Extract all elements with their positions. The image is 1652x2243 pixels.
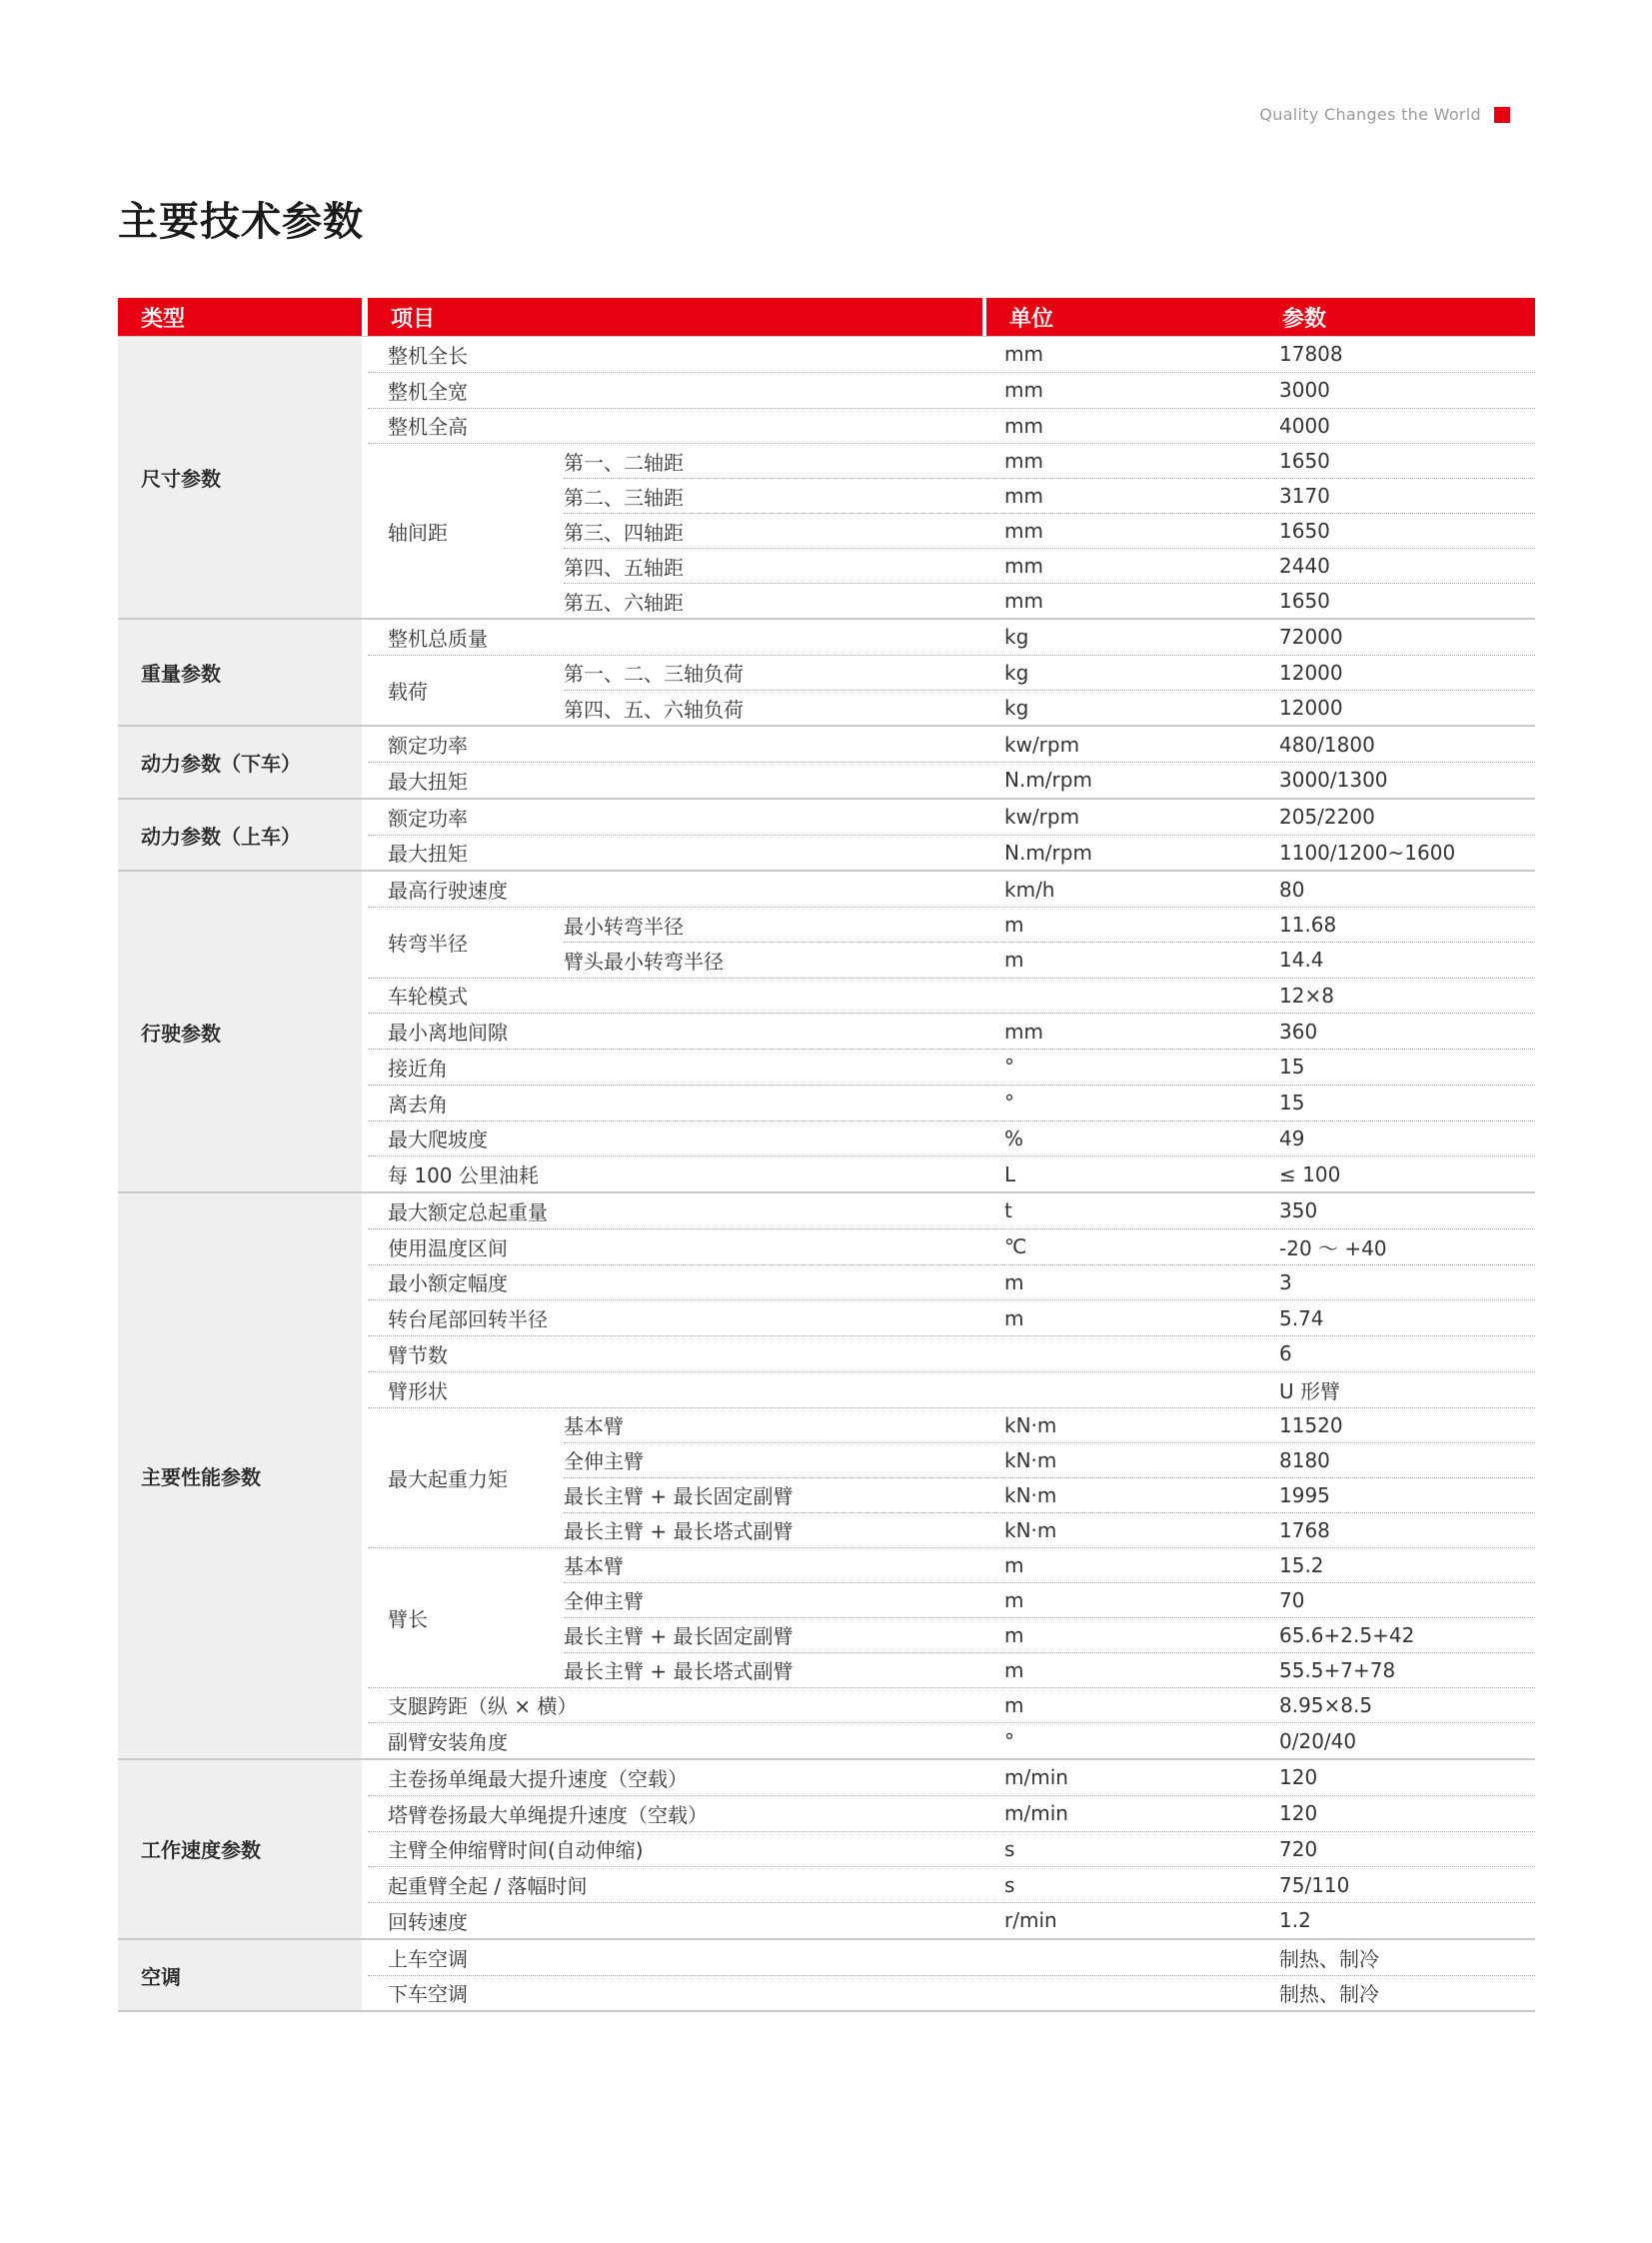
table-row bbox=[368, 835, 1535, 871]
sub-item-cell: 第四、五轴距 bbox=[564, 555, 684, 580]
item-cell: 臂节数 bbox=[388, 1342, 448, 1367]
category-group bbox=[118, 872, 1535, 1193]
value-cell: 15 bbox=[1279, 1091, 1305, 1116]
table-row bbox=[368, 1013, 1535, 1049]
item-cell: 下车空调 bbox=[388, 1982, 468, 2007]
sub-row bbox=[564, 690, 1535, 725]
value-cell: 1650 bbox=[1279, 519, 1330, 544]
value-cell: 17808 bbox=[1279, 342, 1343, 367]
unit-cell: mm bbox=[1004, 484, 1043, 509]
value-cell: 0/20/40 bbox=[1279, 1728, 1357, 1753]
table-row bbox=[368, 1866, 1535, 1902]
sub-row bbox=[564, 444, 1535, 478]
item-cell: 起重臂全起 / 落幅时间 bbox=[388, 1874, 588, 1899]
item-cell: 最高行驶速度 bbox=[388, 879, 508, 904]
value-cell: 120 bbox=[1279, 1801, 1318, 1826]
item-cell: 额定功率 bbox=[388, 734, 468, 759]
tagline-text: Quality Changes the World bbox=[1259, 105, 1481, 124]
item-cell: 回转速度 bbox=[388, 1909, 468, 1934]
value-cell: 15 bbox=[1279, 1055, 1305, 1080]
sub-item-cell: 最小转弯半径 bbox=[564, 914, 684, 939]
value-cell: 360 bbox=[1279, 1019, 1318, 1044]
item-cell: 上车空调 bbox=[388, 1946, 468, 1971]
unit-cell bbox=[986, 979, 1259, 1014]
item-cell: 副臂安装角度 bbox=[388, 1730, 508, 1755]
unit-cell: ° bbox=[1004, 1728, 1014, 1753]
item-cell: 接近角 bbox=[388, 1056, 448, 1081]
value-cell: 12×8 bbox=[1279, 983, 1334, 1008]
item-cell: 臂形状 bbox=[388, 1378, 448, 1403]
item-cell: 最小额定幅度 bbox=[388, 1271, 508, 1296]
table-row bbox=[368, 1193, 1535, 1228]
sub-item-cell: 最长主臂 + 最长固定副臂 bbox=[564, 1484, 794, 1508]
value-cell: 80 bbox=[1279, 877, 1305, 902]
value-cell: 5.74 bbox=[1279, 1305, 1324, 1330]
sub-item-cell: 第四、五、六轴负荷 bbox=[564, 697, 744, 722]
header-unit: 单位 bbox=[986, 298, 1259, 336]
unit-cell: % bbox=[1004, 1125, 1024, 1150]
unit-cell bbox=[986, 1336, 1259, 1371]
unit-cell: m bbox=[1004, 1622, 1024, 1647]
value-cell: 720 bbox=[1279, 1836, 1318, 1861]
table-row bbox=[368, 1831, 1535, 1867]
unit-cell: t bbox=[1004, 1198, 1012, 1223]
item-cell: 支腿跨距（纵 × 横） bbox=[388, 1694, 578, 1719]
table-row bbox=[368, 443, 1535, 618]
table-row bbox=[368, 978, 1535, 1014]
table-row bbox=[368, 1228, 1535, 1264]
sub-item-cell: 第五、六轴距 bbox=[564, 590, 684, 615]
unit-cell: s bbox=[1004, 1836, 1015, 1861]
unit-cell: kN·m bbox=[1004, 1517, 1057, 1542]
value-cell: 205/2200 bbox=[1279, 805, 1375, 830]
value-cell: 1650 bbox=[1279, 589, 1330, 614]
unit-cell: m bbox=[1004, 1692, 1024, 1717]
unit-cell: m bbox=[1004, 1657, 1024, 1682]
category-label: 动力参数（下车） bbox=[118, 727, 362, 798]
category-label: 行驶参数 bbox=[118, 872, 362, 1191]
table-row bbox=[368, 1902, 1535, 1938]
table-row bbox=[368, 1371, 1535, 1407]
sub-row bbox=[564, 548, 1535, 583]
value-cell: 55.5+7+78 bbox=[1279, 1657, 1396, 1682]
unit-cell: kg bbox=[1004, 696, 1029, 721]
unit-cell: m bbox=[1004, 1587, 1024, 1612]
sub-item-cell: 第一、二轴距 bbox=[564, 450, 684, 475]
table-header bbox=[118, 298, 1535, 337]
item-cell: 最大爬坡度 bbox=[388, 1127, 488, 1152]
value-cell: 1.2 bbox=[1279, 1908, 1311, 1933]
value-cell: 3170 bbox=[1279, 484, 1330, 509]
sub-row bbox=[564, 513, 1535, 548]
item-cell: 整机全长 bbox=[388, 343, 468, 368]
unit-cell: kw/rpm bbox=[1004, 805, 1080, 830]
category-group bbox=[118, 727, 1535, 800]
value-cell: 72000 bbox=[1279, 625, 1343, 650]
table-row bbox=[368, 1264, 1535, 1300]
sub-row bbox=[564, 1582, 1535, 1617]
item-cell: 塔臂卷扬最大单绳提升速度（空载） bbox=[388, 1802, 708, 1827]
sub-item-cell: 最长主臂 + 最长塔式副臂 bbox=[564, 1659, 794, 1683]
table-row bbox=[368, 1155, 1535, 1191]
table-row bbox=[368, 1687, 1535, 1723]
value-cell: 6 bbox=[1279, 1341, 1292, 1366]
value-cell: 制热、制冷 bbox=[1279, 1982, 1379, 2007]
unit-cell: m bbox=[1004, 948, 1024, 973]
table-row bbox=[368, 727, 1535, 762]
item-cell: 整机全宽 bbox=[388, 379, 468, 404]
unit-cell bbox=[986, 1940, 1259, 1975]
sub-item-cell: 第二、三轴距 bbox=[564, 485, 684, 510]
unit-cell: m bbox=[1004, 913, 1024, 938]
header-item: 项目 bbox=[368, 298, 982, 336]
value-cell: 11520 bbox=[1279, 1412, 1343, 1437]
value-cell: ≤ 100 bbox=[1279, 1161, 1341, 1186]
unit-cell: m bbox=[1004, 1552, 1024, 1577]
unit-cell bbox=[986, 1372, 1259, 1407]
page-title: 主要技术参数 bbox=[118, 199, 364, 245]
sub-row bbox=[564, 478, 1535, 513]
sub-item-cell: 第三、四轴距 bbox=[564, 520, 684, 545]
category-label: 动力参数（上车） bbox=[118, 800, 362, 871]
header-type: 类型 bbox=[118, 298, 362, 336]
table-body bbox=[118, 337, 1535, 2012]
unit-cell: m/min bbox=[1004, 1765, 1068, 1790]
unit-cell: kg bbox=[1004, 625, 1029, 650]
item-cell: 转弯半径 bbox=[388, 932, 468, 957]
unit-cell bbox=[986, 1976, 1259, 2011]
category-label: 空调 bbox=[118, 1940, 362, 2011]
value-cell: 49 bbox=[1279, 1125, 1305, 1150]
unit-cell: mm bbox=[1004, 378, 1043, 403]
value-cell: 3000 bbox=[1279, 378, 1330, 403]
unit-cell: kw/rpm bbox=[1004, 732, 1080, 757]
table-row bbox=[368, 655, 1535, 726]
value-cell: 制热、制冷 bbox=[1279, 1946, 1379, 1971]
value-cell: 15.2 bbox=[1279, 1552, 1324, 1577]
value-cell: 4000 bbox=[1279, 413, 1330, 438]
unit-cell: ℃ bbox=[1004, 1234, 1027, 1259]
value-cell: 8.95×8.5 bbox=[1279, 1692, 1373, 1717]
table-row bbox=[368, 1975, 1535, 2011]
value-cell: 11.68 bbox=[1279, 913, 1337, 938]
item-cell: 轴间距 bbox=[388, 520, 448, 545]
value-cell: 3 bbox=[1279, 1269, 1292, 1294]
item-cell: 最小离地间隙 bbox=[388, 1021, 508, 1046]
unit-cell: mm bbox=[1004, 1019, 1043, 1044]
sub-row bbox=[564, 1652, 1535, 1687]
unit-cell: m/min bbox=[1004, 1801, 1068, 1826]
table-row bbox=[368, 1407, 1535, 1547]
table-row bbox=[368, 1760, 1535, 1795]
sub-item-cell: 基本臂 bbox=[564, 1414, 624, 1438]
item-cell: 臂长 bbox=[388, 1606, 428, 1631]
value-cell: 12000 bbox=[1279, 660, 1343, 685]
table-row bbox=[368, 620, 1535, 655]
item-cell: 最大扭矩 bbox=[388, 769, 468, 794]
category-group bbox=[118, 620, 1535, 727]
item-cell: 主卷扬单绳最大提升速度（空载） bbox=[388, 1766, 688, 1791]
value-cell: 1650 bbox=[1279, 449, 1330, 474]
sub-row bbox=[564, 1548, 1535, 1582]
category-group bbox=[118, 1940, 1535, 2013]
unit-cell: mm bbox=[1004, 554, 1043, 579]
value-cell: 1768 bbox=[1279, 1517, 1330, 1542]
value-cell: 65.6+2.5+42 bbox=[1279, 1622, 1415, 1647]
value-cell: U 形臂 bbox=[1279, 1378, 1340, 1403]
sub-item-cell: 第一、二、三轴负荷 bbox=[564, 662, 744, 687]
value-cell: 12000 bbox=[1279, 696, 1343, 721]
value-cell: 70 bbox=[1279, 1587, 1305, 1612]
unit-cell: m bbox=[1004, 1269, 1024, 1294]
sub-row bbox=[564, 908, 1535, 942]
item-cell: 车轮模式 bbox=[388, 985, 468, 1010]
sub-item-cell: 臂头最小转弯半径 bbox=[564, 949, 724, 974]
table-row bbox=[368, 1049, 1535, 1085]
item-cell: 每 100 公里油耗 bbox=[388, 1163, 539, 1188]
item-cell: 最大扭矩 bbox=[388, 842, 468, 867]
item-cell: 最大额定总起重量 bbox=[388, 1199, 548, 1224]
sub-row bbox=[564, 656, 1535, 690]
value-cell: 120 bbox=[1279, 1765, 1318, 1790]
unit-cell: r/min bbox=[1004, 1908, 1057, 1933]
unit-cell: kN·m bbox=[1004, 1447, 1057, 1472]
category-group bbox=[118, 1193, 1535, 1760]
sub-item-cell: 基本臂 bbox=[564, 1554, 624, 1578]
table-row bbox=[368, 907, 1535, 978]
item-cell: 整机全高 bbox=[388, 415, 468, 440]
category-group bbox=[118, 337, 1535, 620]
unit-cell: kN·m bbox=[1004, 1412, 1057, 1437]
sub-row bbox=[564, 1408, 1535, 1442]
category-label: 主要性能参数 bbox=[118, 1193, 362, 1758]
item-cell: 使用温度区间 bbox=[388, 1235, 508, 1260]
value-cell: 1995 bbox=[1279, 1482, 1330, 1507]
sub-row bbox=[564, 1442, 1535, 1477]
item-cell: 主臂全伸缩臂时间(自动伸缩) bbox=[388, 1838, 644, 1863]
unit-cell: ° bbox=[1004, 1055, 1014, 1080]
value-cell: 14.4 bbox=[1279, 948, 1324, 973]
unit-cell: mm bbox=[1004, 342, 1043, 367]
value-cell: 350 bbox=[1279, 1198, 1318, 1223]
value-cell: 1100/1200~1600 bbox=[1279, 840, 1456, 865]
sub-item-cell: 最长主臂 + 最长固定副臂 bbox=[564, 1624, 794, 1648]
sub-item-cell: 最长主臂 + 最长塔式副臂 bbox=[564, 1519, 794, 1543]
table-row bbox=[368, 337, 1535, 372]
unit-cell: s bbox=[1004, 1872, 1015, 1897]
category-group bbox=[118, 1760, 1535, 1940]
unit-cell: kN·m bbox=[1004, 1482, 1057, 1507]
table-row bbox=[368, 1121, 1535, 1156]
table-row bbox=[368, 1085, 1535, 1121]
sub-row bbox=[564, 583, 1535, 618]
spec-table bbox=[118, 298, 1535, 2012]
table-row bbox=[368, 1722, 1535, 1758]
item-cell: 转台尾部回转半径 bbox=[388, 1307, 548, 1332]
unit-cell: kg bbox=[1004, 660, 1029, 685]
table-row bbox=[368, 1940, 1535, 1975]
sub-row bbox=[564, 1477, 1535, 1512]
sub-item-cell: 全伸主臂 bbox=[564, 1589, 644, 1613]
item-cell: 整机总质量 bbox=[388, 626, 488, 651]
sub-row bbox=[564, 1512, 1535, 1547]
value-cell: 75/110 bbox=[1279, 1872, 1350, 1897]
category-group bbox=[118, 800, 1535, 873]
header-value: 参数 bbox=[1259, 298, 1535, 336]
category-label: 工作速度参数 bbox=[118, 1760, 362, 1938]
table-row bbox=[368, 1335, 1535, 1371]
value-cell: -20 ～ +40 bbox=[1279, 1235, 1387, 1260]
item-cell: 离去角 bbox=[388, 1092, 448, 1117]
brand-square-icon bbox=[1494, 107, 1510, 123]
unit-cell: N.m/rpm bbox=[1004, 768, 1092, 793]
unit-cell: mm bbox=[1004, 519, 1043, 544]
unit-cell: ° bbox=[1004, 1091, 1014, 1116]
item-cell: 额定功率 bbox=[388, 806, 468, 831]
header-tagline bbox=[1259, 105, 1510, 124]
unit-cell: m bbox=[1004, 1305, 1024, 1330]
table-row bbox=[368, 1795, 1535, 1831]
item-cell: 最大起重力矩 bbox=[388, 1466, 508, 1491]
unit-cell: mm bbox=[1004, 589, 1043, 614]
value-cell: 8180 bbox=[1279, 1447, 1330, 1472]
category-label: 尺寸参数 bbox=[118, 337, 362, 618]
unit-cell: mm bbox=[1004, 449, 1043, 474]
table-row bbox=[368, 1299, 1535, 1335]
value-cell: 2440 bbox=[1279, 554, 1330, 579]
table-row bbox=[368, 762, 1535, 798]
sub-item-cell: 全伸主臂 bbox=[564, 1449, 644, 1473]
table-row bbox=[368, 372, 1535, 408]
table-row bbox=[368, 800, 1535, 835]
table-row bbox=[368, 872, 1535, 907]
unit-cell: mm bbox=[1004, 413, 1043, 438]
unit-cell: N.m/rpm bbox=[1004, 840, 1092, 865]
value-cell: 3000/1300 bbox=[1279, 768, 1388, 793]
item-cell: 载荷 bbox=[388, 680, 428, 704]
sub-row bbox=[564, 942, 1535, 977]
unit-cell: L bbox=[1004, 1161, 1016, 1186]
table-row bbox=[368, 408, 1535, 444]
sub-row bbox=[564, 1617, 1535, 1652]
unit-cell: km/h bbox=[1004, 877, 1055, 902]
value-cell: 480/1800 bbox=[1279, 732, 1375, 757]
category-label: 重量参数 bbox=[118, 620, 362, 725]
table-row bbox=[368, 1547, 1535, 1687]
